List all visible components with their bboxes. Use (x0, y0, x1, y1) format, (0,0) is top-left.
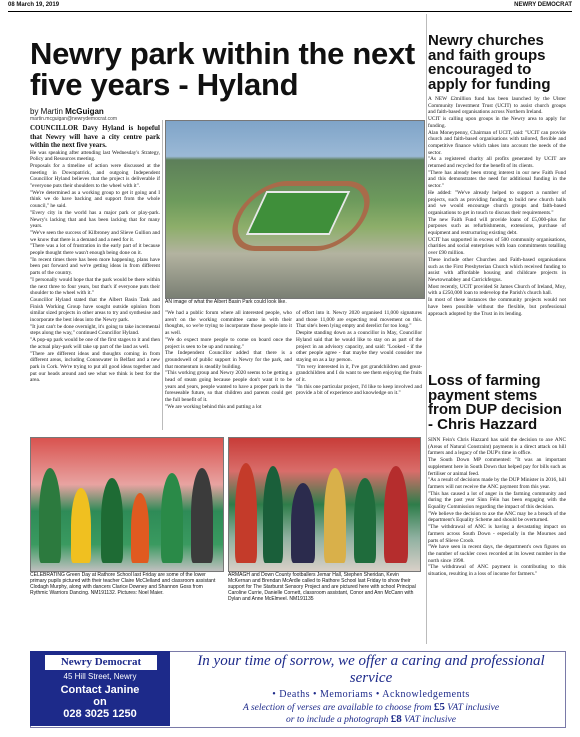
paragraph: These include other Churches and Faith-based organisations such as the First Presbyterian Church which received funding to assist with affordable housing and childcare projects in Newtownabbey and Carrickfergus. (428, 256, 566, 283)
footballers-caption: ARMAGH and Down County footballers Jemar Hall, Stephen Sheridan, Kevin McKernan and Brendan McArdle called to Rathore School last Friday to show their support for The Starburst Sensory Project and are pictured here with school Principal Caroline Currie, Danielle Cornett, classroom assistant, Conor and Ann McCann with Dylan and Anne McElmeel. NM191135 (228, 572, 416, 602)
verses-text: A selection of verses are available to choose from (242, 703, 434, 713)
paragraph: "We believe the decision to axe the ANC may be a breach of the department's Equality Scheme and should be overturned. (428, 510, 566, 524)
paragraph: Most recently, UCIT provided St James Church of Ireland, Moy, with a £250,000 loan to redevelop the Parish's church hall. (428, 283, 566, 297)
paragraph: "The withdrawal of ANC is having a devastating impact on farmers across South Down - especially in the Mournes and parts of Slieve Croob. (428, 524, 566, 544)
byline-name: McGuigan (65, 107, 104, 116)
paragraph: "We're determined as a working group to get it going and I think we do have backing and support from the whole council," he said. (30, 189, 160, 210)
park-render-image (165, 120, 425, 299)
right-column-rule (426, 14, 427, 644)
column-rule (162, 120, 163, 430)
paragraph: "I'm very interested in it, I've got grandchildren and great-grandchildren and I do want to see them enjoying the fruits of it. (296, 363, 422, 384)
paragraph: "In recent times there has been more happening, plans have been put forward and we're getting ideas in from different parts of the country. (30, 256, 160, 277)
green-day-caption: CELEBRATING Green Day at Rathore School last Friday are some of the lower primary pupils pictured with their teacher Claire McClelland and classroom assistant Clodagh Murphy, along with dancers Clarice Downey and Shannon Goss from Rythmic Warriors Dancing. NM191132. Pictures: Noel Maier. (30, 572, 216, 596)
main-story-col1 (30, 124, 160, 430)
newry-democrat-logo: Newry Democrat (45, 655, 157, 670)
paragraph: "It just can't be done overnight, it's going to take incremental steps along the way," continued Councillor Hyland. (30, 323, 160, 337)
paragraph: "The withdrawal of ANC payment is contributing to this situation, resulting in a loss of income for farmers." (428, 564, 566, 578)
verses-text: VAT inclusive (444, 703, 500, 713)
paragraph: "This working group and Newry 2020 seems to be getting a head of steam going because people don't want it to be years and years, people wanted to have a proper park in the foreseeable future, so that children and parents could get the full benefit of it. (165, 370, 292, 404)
lead-paragraph: COUNCILLOR Davy Hyland is hopeful that Newry will have a city centre park within the next five years. (30, 124, 160, 149)
paragraph: "We have seen in recent days, the department's own figures on the number of suckler cows recorded at its lowest number in the north since 1998. (428, 544, 566, 564)
paragraph: Alan Moneypenny, Chairman of UCIT, said: "UCIT can provide church and faith-based organisations with tailored, flexible and competitive finance which takes into account the needs of the sector. (428, 129, 566, 156)
paragraph: "A pop-up park would be one of the first stages to it and then the actual play-park will take up part of the land as well. (30, 337, 160, 350)
paragraph: The South Down MP commented: "It was an important supplement here in South Down that helped pay for bills such as fertiliser or animal feed. (428, 457, 566, 477)
contact-phone[interactable]: 028 3025 1250 (63, 708, 137, 720)
paragraph: Councillor Hyland stated that the Albert Basin Task and Finish Working Group have sought outside opinion from similar sized projects in other areas to try and synthesise and incorporate the best ideas into the Newry park. (30, 296, 160, 324)
footballers-photo (228, 437, 421, 572)
contact-name: Contact Janine (60, 684, 140, 696)
advert-tagline: In your time of sorrow, we offer a caring and professional service (197, 653, 545, 686)
photo-price: £8 (390, 713, 402, 725)
paragraph: "We do expect more people to come on board once the project is seen to be up and running." (165, 336, 292, 350)
advert-contact (30, 684, 170, 720)
paragraph: The Independent Councillor added that there is a groundswell of public support in Newry for the park, and that momentum is steadily building. (165, 350, 292, 370)
paragraph: SINN Fein's Chris Hazzard has said the decision to axe ANC (Areas of Natural Constraint) payments is a direct attack on hill farmers and a legacy of the DUP's time in office. (428, 437, 566, 457)
page-header (8, 1, 572, 12)
green-day-photo (30, 437, 224, 572)
churches-headline: Newry churches and faith groups encouraged to apply for funding (428, 32, 551, 93)
paragraph: Proposals for a timeline of action were discussed at the meeting in Downpatrick, and outgoing Independent Councillor Hyland believes that the project is deliverable if "everyone puts their shoulders to the wheel with it". (30, 162, 160, 190)
paragraph: A NEW £2million fund has been launched by the Ulster Community Investment Trust (UCIT) to assist church groups and faith-based organisations across Northern Ireland. (428, 96, 566, 116)
advert-verses (178, 702, 564, 726)
paragraph: "Every city in the world has a major park or play-park. Newry's lacking that and has been lacking that for many years. (30, 209, 160, 230)
paragraph: "There has already been strong interest in our new Faith Fund and this demonstrates the need for additional funding in the sector." (428, 169, 566, 190)
author-email[interactable]: martin.mcguigan@newrydemocrat.com (30, 116, 118, 122)
photo-text: or to include a photograph (286, 715, 391, 725)
advert-message (178, 653, 564, 726)
paragraph: Despite standing down as a councillor in May, Councillor Hyland said that he would like to stay on as part of the project in an advisory capacity, and said: "Looked - if the other people agree - that maybe they would consider me staying on as a lay person. (296, 330, 422, 363)
farming-headline: Loss of farming payment stems from DUP decision - Chris Hazzard (428, 372, 562, 433)
advert-services: • Deaths • Memoriams • Acknowledgements (272, 689, 470, 700)
paragraph: "There are different ideas and thoughts coming in from different areas, including Connswater in Belfast and a new park in Cork. We're trying to put all good ideas together and put our heads around and see what we think is best for the area. (30, 350, 160, 384)
paragraph: "We are working behind this and putting a lot (165, 403, 262, 410)
park-image-caption: AN image of what the Albert Basin Park could look like. (165, 299, 287, 305)
paragraph: of effort into it. Newry 2020 organised 11,000 signatures and those 11,000 are expecting real movement on this. That site's been lying empty and derelict for too long." (296, 310, 422, 330)
paper-name: NEWRY DEMOCRAT (514, 2, 572, 8)
paragraph: He was speaking after attending last Wednesday's Strategy, Policy and Resources meeting. (30, 149, 160, 163)
paragraph: "We had a public forum where all interested people, who aren't on the working committee came in with their thoughts, so we're trying to incorporate those people into it as well. (165, 310, 292, 337)
paragraph: He added: "We've already helped to support a number of projects, such as providing funding to build new church halls and we would encourage church groups and faith-based organisations to get in touch to discuss their requirements." (428, 189, 566, 216)
paragraph: "I personally would hope that the park would be there within the next three to four years, but that's if everyone puts their shoulder to the wheel with it." (30, 276, 160, 297)
main-story-col3 (296, 310, 422, 430)
main-headline: Newry park within the next five years - Hyland (30, 36, 415, 102)
advert-address: 45 Hill Street, Newry (63, 672, 137, 681)
churches-body (428, 96, 566, 382)
verses-price: £5 (433, 701, 445, 713)
page-date: 08 March 19, 2019 (8, 2, 60, 8)
paragraph: UCIT is calling upon groups in the Newry area to apply for funding. (428, 116, 566, 129)
photo-text: VAT inclusive (401, 715, 456, 725)
paragraph: "In this one particular project, I'd like to keep involved and provide a bit of experience and knowledge on it." (296, 383, 422, 397)
byline (30, 107, 104, 116)
farming-body (428, 437, 566, 645)
paragraph: UCIT has supported in excess of 500 community organisations, charities and social enterprises with loan commitments totalling over £90 million. (428, 236, 566, 257)
contact-on: on (93, 696, 107, 708)
paragraph: "As a result of decisions made by the DUP Minister in 2016, hill farmers will not receive the ANC payment from this year. (428, 477, 566, 490)
paragraph: The new Faith Fund will provide loans of £5,000-plus for purposes such as refurbishments, extensions, purchase of equipment and restructuring existing debt. (428, 216, 566, 237)
paragraph: "We've seen the success of Kilbroney and Slieve Gullion and we know that there is a demand and a need for it. (30, 229, 160, 243)
paragraph: "This has caused a lot of anger in the farming community and during the past year Sinn Féin has been engaging with the Equality Commission regarding the impact of this decision. (428, 490, 566, 511)
byline-prefix: by Martin (30, 107, 63, 116)
paragraph: "There was a lot of frustration in the early part of it because people thought there wasn't enough being done on it. (30, 243, 160, 257)
paragraph: In most of these instances the community projects would not have been possible without the flexible, but professional approach adopted by the Trust in its lending. (428, 297, 566, 317)
main-story-col2 (165, 310, 292, 430)
paragraph: "As a registered charity all profits generated by UCIT are returned and recycled for the benefit of its clients. (428, 156, 566, 170)
